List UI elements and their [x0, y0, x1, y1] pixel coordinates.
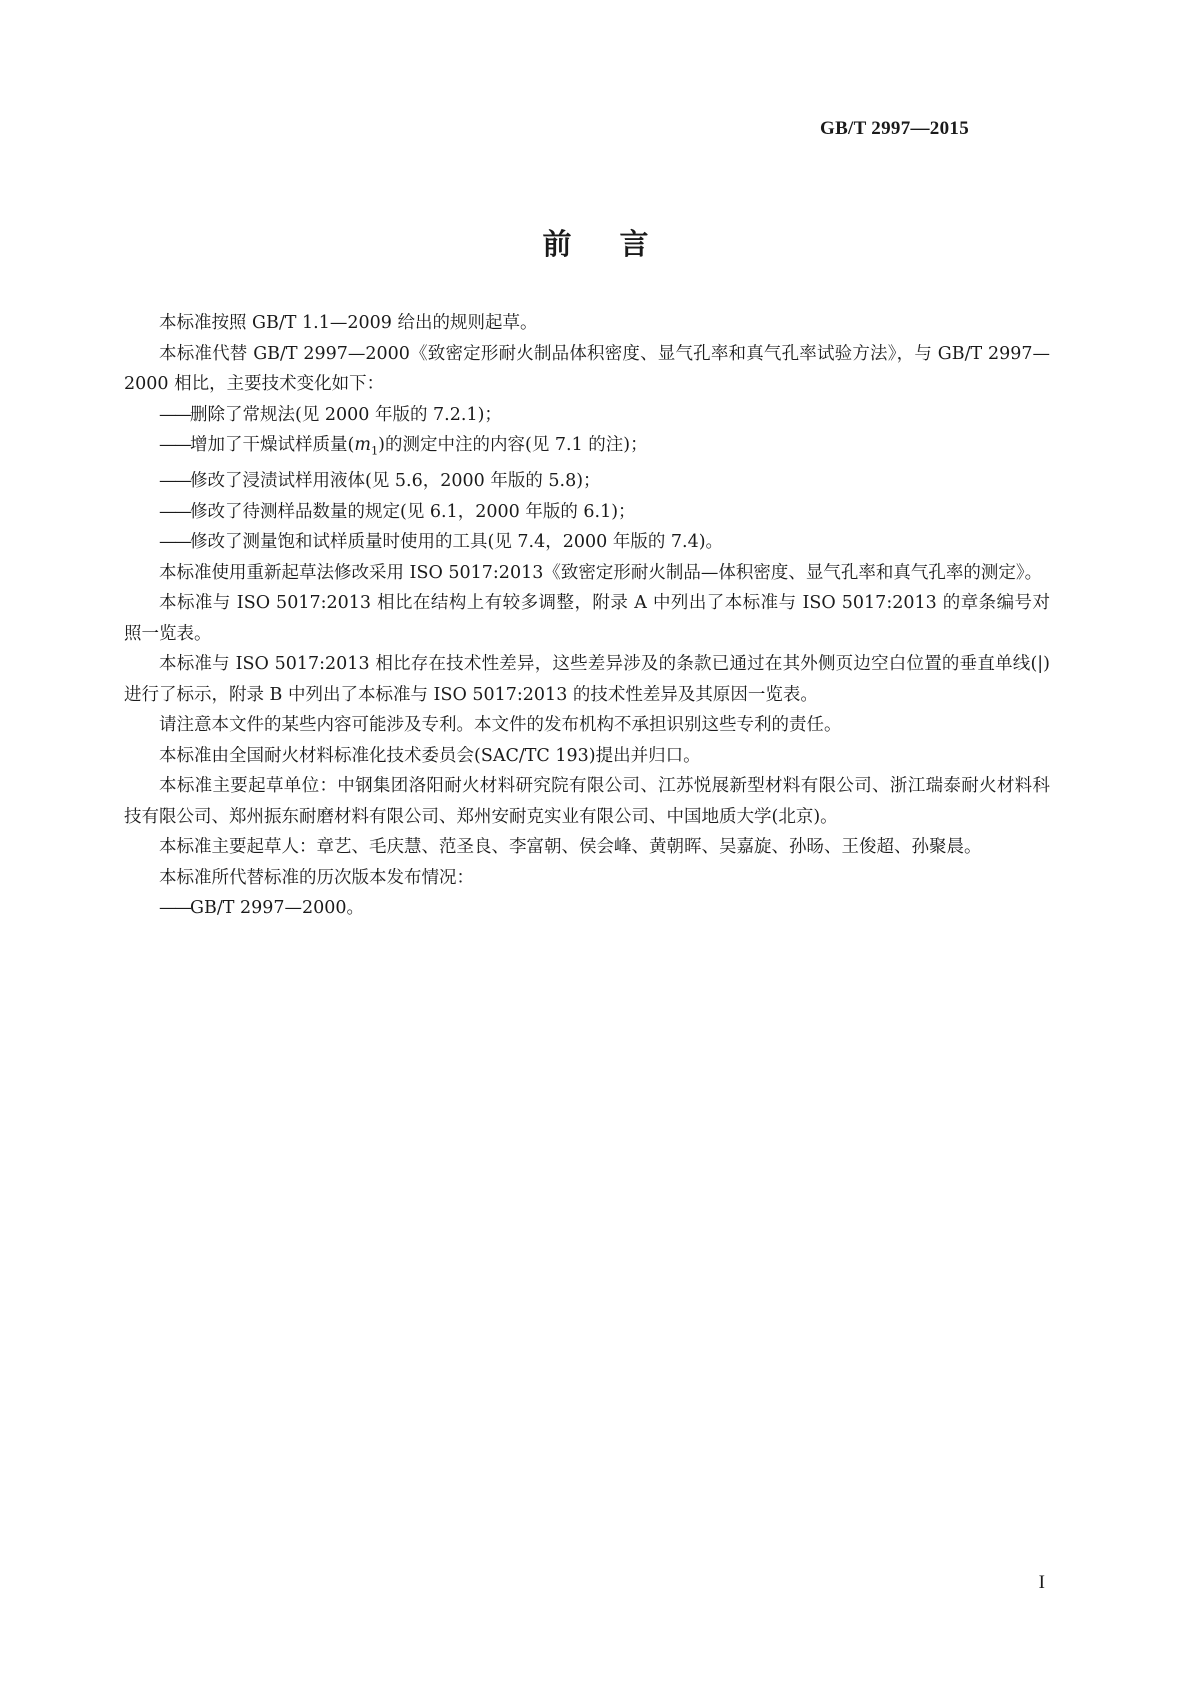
- history-item: [124, 893, 1050, 924]
- page-title: 前言: [542, 227, 697, 261]
- dash-mark: ——: [159, 471, 190, 491]
- paragraph-adoption: 本标准使用重新起草法修改采用 ISO 5017:2013《致密定形耐火制品—体积密度、显气孔率和真气孔率的测定》。: [159, 562, 1043, 583]
- paragraph-history: 本标准所代替标准的历次版本发布情况：: [159, 867, 474, 888]
- change-item: [124, 400, 1050, 431]
- standard-number: GB/T 2997—2015: [819, 118, 969, 139]
- dash-mark: ——: [159, 532, 190, 552]
- paragraph-structure: 本标准与 ISO 5017:2013 相比在结构上有较多调整，附录 A 中列出了本标准与 ISO 5017:2013 的章条编号对照一览表。: [124, 593, 1050, 644]
- dash-mark: ——: [159, 404, 190, 425]
- paragraph-committee: 本标准由全国耐火材料标准化技术委员会(SAC/TC 193)提出并归口。: [159, 745, 701, 766]
- change-item-text: 删除了常规法(见 2000 年版的 7.2.1)；: [190, 404, 502, 425]
- paragraph-drafting-units: 本标准主要起草单位：中钢集团洛阳耐火材料研究院有限公司、江苏悦展新型材料有限公司、浙江瑞泰耐火材料科技有限公司、郑州振东耐磨材料有限公司、郑州安耐克实业有限公司、中国地质大学(北京)。: [124, 776, 1050, 827]
- change-item-text: 修改了浸渍试样用液体(见 5.6，2000 年版的 5.8)；: [190, 471, 601, 491]
- paragraph-technical-differences: 本标准与 ISO 5017:2013 相比存在技术性差异，这些差异涉及的条款已通过在其外侧页边空白位置的垂直单线(|)进行了标示，附录 B 中列出了本标准与 ISO 5017:2013 的技术性差异及其原因一览表。: [124, 654, 1050, 705]
- paragraph-drafters: 本标准主要起草人：章艺、毛庆慧、范圣良、李富朝、侯会峰、黄朝晖、吴嘉旋、孙旸、王俊超、孙聚晨。: [159, 837, 982, 857]
- dash-mark: ——: [159, 898, 190, 918]
- dash-mark: ——: [159, 501, 190, 522]
- paragraph-replaces: 本标准代替 GB/T 2997—2000《致密定形耐火制品体积密度、显气孔率和真气孔率试验方法》，与 GB/T 2997—2000 相比，主要技术变化如下：: [124, 343, 1050, 394]
- history-item-text: GB/T 2997—2000。: [190, 898, 365, 918]
- change-item: [124, 527, 1050, 558]
- change-item-text-before: 增加了干燥试样质量(: [190, 435, 355, 455]
- dash-mark: ——: [159, 435, 190, 455]
- foreword-body: [124, 308, 1050, 924]
- change-item: [124, 466, 1050, 497]
- page-number: I: [1038, 1572, 1045, 1593]
- change-item: [124, 497, 1050, 528]
- paragraph-patent-notice: 请注意本文件的某些内容可能涉及专利。本文件的发布机构不承担识别这些专利的责任。: [159, 715, 842, 735]
- mass-subscript: 1: [370, 443, 379, 458]
- change-item: [124, 430, 1050, 466]
- change-item-text: 修改了测量饱和试样质量时使用的工具(见 7.4，2000 年版的 7.4)。: [190, 532, 724, 552]
- mass-symbol: m: [354, 435, 371, 455]
- change-item-text-after: )的测定中注的内容(见 7.1 的注)；: [378, 435, 648, 455]
- change-item-text: 修改了待测样品数量的规定(见 6.1，2000 年版的 6.1)；: [190, 501, 636, 522]
- paragraph-drafting-rules: 本标准按照 GB/T 1.1—2009 给出的规则起草。: [159, 313, 538, 333]
